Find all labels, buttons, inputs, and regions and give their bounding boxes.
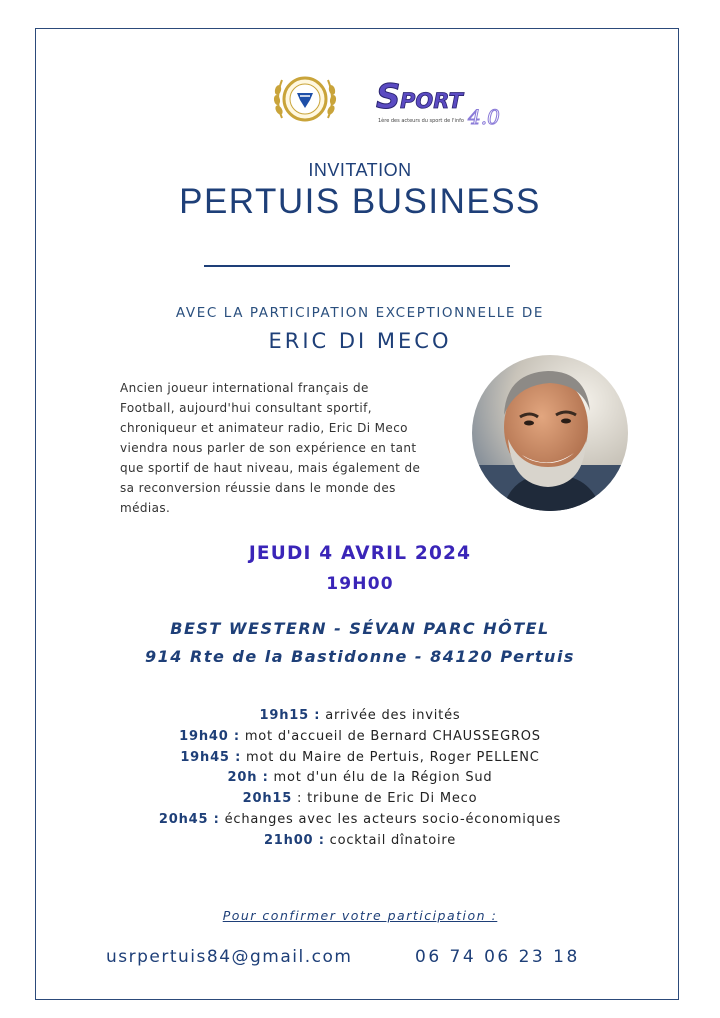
program-item (0, 789, 720, 810)
event-date: JEUDI 4 AVRIL 2024 (248, 543, 472, 564)
bio-line: que sportif de haut niveau, mais également de (120, 461, 421, 475)
program-item (0, 768, 720, 789)
invitation-label: INVITATION (308, 160, 412, 180)
program-text: mot du Maire de Pertuis, Roger PELLENC (241, 749, 540, 765)
program-time: 19h45 : (180, 749, 242, 765)
event-program (0, 706, 720, 852)
event-address: 914 Rte de la Bastidonne - 84120 Pertuis (145, 647, 575, 666)
program-time: 20h : (227, 770, 269, 786)
event-title: PERTUIS BUSINESS (179, 182, 541, 221)
program-text: cocktail dînatoire (324, 832, 457, 848)
program-item (0, 810, 720, 831)
contact-phone[interactable]: 06 74 06 23 18 (415, 947, 580, 967)
club-crest-logo (272, 66, 338, 132)
svg-text:S: S (376, 77, 401, 117)
program-text: arrivée des invités (320, 708, 461, 723)
program-time: 19h40 : (179, 728, 240, 744)
bio-line: Ancien joueur international français de (120, 381, 369, 395)
guest-bio (120, 378, 460, 518)
program-text: mot d'accueil de Bernard CHAUSSEGROS (239, 728, 541, 744)
program-time: 20h45 : (158, 811, 220, 827)
guest-name: ERIC DI MECO (268, 329, 452, 353)
rsvp-prompt: Pour confirmer votre participation : (222, 908, 498, 923)
program-text: échanges avec les acteurs socio-économiques (219, 811, 562, 827)
participation-intro: AVEC LA PARTICIPATION EXCEPTIONNELLE DE (175, 305, 545, 321)
bio-line: Football, aujourd'hui consultant sportif, (120, 401, 372, 415)
bio-line: chroniqueur et animateur radio, Eric Di Meco (120, 421, 408, 435)
program-item (0, 831, 720, 852)
event-venue: BEST WESTERN - SÉVAN PARC HÔTEL (170, 619, 550, 638)
event-time: 19H00 (326, 574, 394, 594)
bio-line: sa reconversion réussie dans le monde des (120, 481, 396, 495)
program-time: 20h15 (242, 791, 293, 807)
program-item (0, 748, 720, 769)
svg-text:PORT: PORT (400, 89, 463, 113)
program-item (0, 706, 720, 727)
sport-logo (374, 70, 506, 132)
program-time: 19h15 : (259, 708, 321, 723)
program-time: 21h00 : (263, 832, 325, 848)
guest-photo (472, 355, 628, 511)
title-divider (204, 265, 510, 267)
program-text: : tribune de Eric Di Meco (292, 791, 478, 807)
bio-line: médias. (120, 501, 171, 515)
svg-text:4.0: 4.0 (468, 105, 500, 129)
program-item (0, 727, 720, 748)
program-text: mot d'un élu de la Région Sud (268, 770, 493, 786)
contact-email-link[interactable]: usrpertuis84@gmail.com (106, 947, 353, 967)
bio-line: viendra nous parler de son expérience en tant (120, 441, 417, 455)
sport-tagline: 1ère des acteurs du sport de l'info (378, 118, 464, 124)
